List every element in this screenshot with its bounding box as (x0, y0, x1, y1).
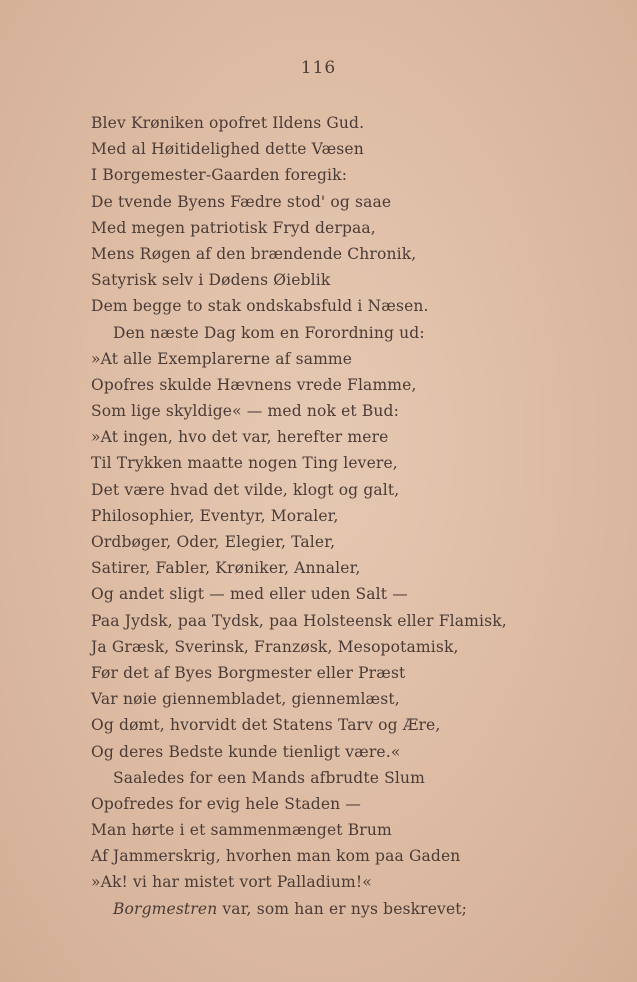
poem-line: Opofredes for evig hele Staden — (91, 794, 362, 813)
poem-line: »Ak! vi har mistet vort Palladium!« (91, 873, 372, 892)
poem-line: Og deres Bedste kunde tienligt være.« (91, 742, 401, 761)
poem-text (91, 110, 631, 922)
poem-line: Som lige skyldige« — med nok et Bud: (91, 402, 399, 421)
poem-line: Dem begge to stak ondskabsfuld i Næsen. (91, 297, 429, 316)
poem-line: Satirer, Fabler, Krøniker, Annaler, (91, 559, 361, 578)
poem-line: Til Trykken maatte nogen Ting levere, (91, 454, 398, 473)
poem-line: Opofres skulde Hævnens vrede Flamme, (91, 375, 417, 394)
line-rest: var, som han er nys beskrevet; (217, 899, 468, 918)
poem-line: Philosophier, Eventyr, Moraler, (91, 506, 339, 525)
poem-line: »At alle Exemplarerne af samme (91, 349, 353, 368)
poem-line: Var nøie giennembladet, giennemlæst, (91, 690, 400, 709)
poem-line: Ordbøger, Oder, Elegier, Taler, (91, 533, 336, 551)
poem-line: Blev Krøniken opofret Ildens Gud. (91, 114, 365, 132)
italic-word: Borgmestren (113, 899, 218, 918)
page-number: 116 (300, 58, 337, 78)
poem-line: Satyrisk selv i Dødens Øieblik (91, 271, 331, 290)
poem-line: Med al Høitidelighed dette Væsen (91, 140, 364, 159)
poem-line: Ja Græsk, Sverinsk, Franzøsk, Mesopotamisk, (91, 637, 459, 656)
poem-line (91, 896, 631, 922)
poem-line: »At ingen, hvo det var, herefter mere (91, 428, 389, 447)
poem-line: Paa Jydsk, paa Tydsk, paa Holsteensk eller Flamisk, (91, 611, 507, 630)
poem-line: Man hørte i et sammenmænget Brum (91, 821, 392, 840)
poem-line: Det være hvad det vilde, klogt og galt, (91, 480, 400, 499)
poem-line: Før det af Byes Borgmester eller Præst (91, 663, 406, 682)
poem-line: Saaledes for een Mands afbrudte Slum (113, 768, 425, 787)
poem-line: Og dømt, hvorvidt det Statens Tarv og Ære, (91, 716, 441, 735)
poem-line: Den næste Dag kom en Forordning ud: (113, 323, 425, 342)
poem-line: Og andet sligt — med eller uden Salt — (91, 585, 408, 604)
poem-line: Af Jammerskrig, hvorhen man kom paa Gaden (91, 847, 461, 866)
poem-line: De tvende Byens Fædre stod' og saae (91, 192, 392, 211)
poem-line: Mens Røgen af den brændende Chronik, (91, 244, 417, 263)
poem-line: Med megen patriotisk Fryd derpaa, (91, 218, 376, 237)
poem-line: I Borgemester-Gaarden foregik: (91, 166, 348, 185)
